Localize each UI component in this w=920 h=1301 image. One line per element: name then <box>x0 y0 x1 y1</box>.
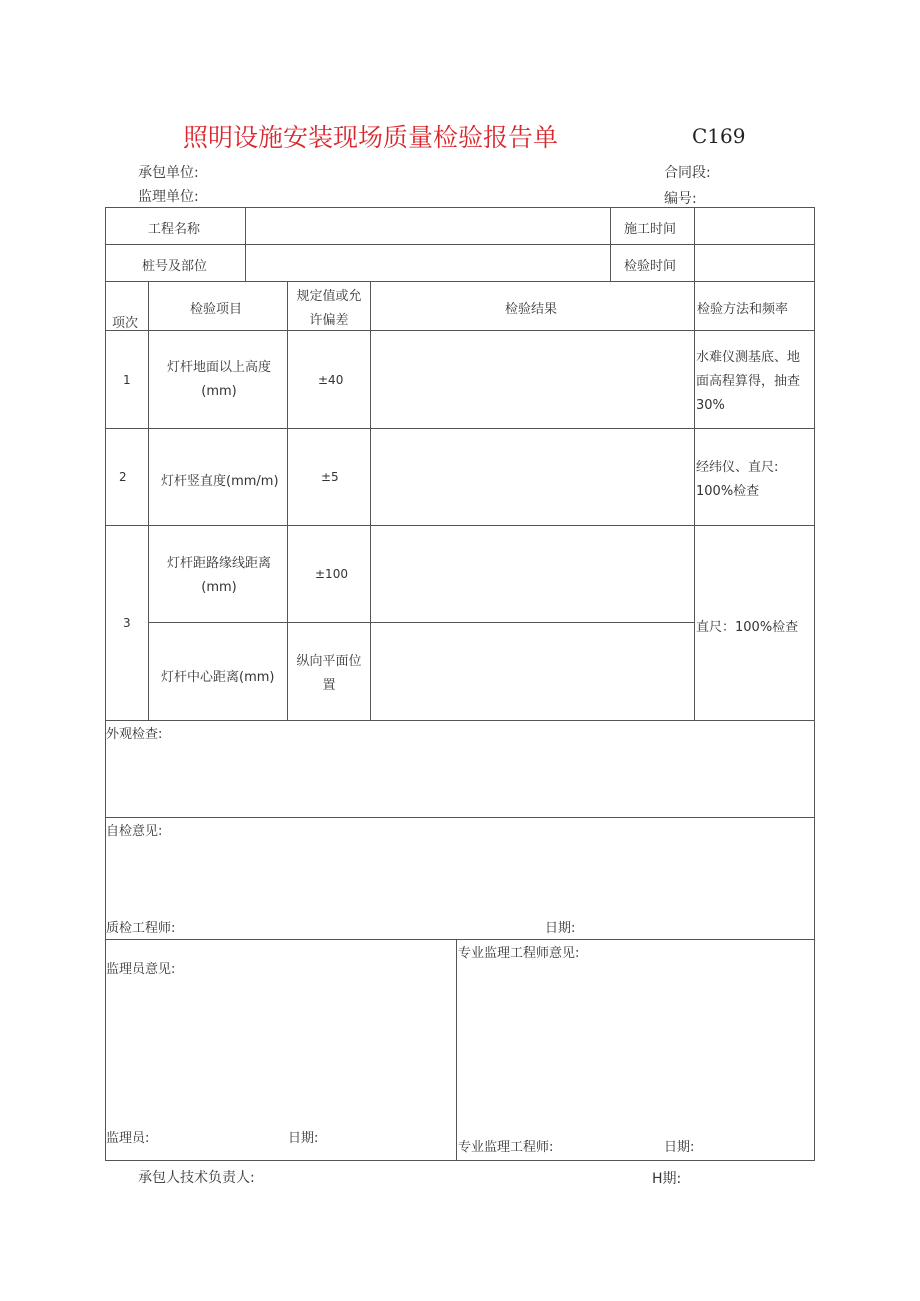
row2-method: 经纬仪、直尺: 100%检查 <box>696 460 779 499</box>
qc-date-label: 日期: <box>545 921 576 936</box>
row3-item: 灯杆距路缘线距离(mm) <box>166 556 271 595</box>
row2-tolerance: ±5 <box>321 470 339 484</box>
supervisor-date-label: 日期: <box>288 1131 319 1146</box>
col-item: 检验项目 <box>190 302 243 317</box>
inspection-time-field[interactable] <box>695 245 813 280</box>
station-part-field[interactable] <box>246 245 609 280</box>
specialist-opinion-label: 专业监理工程师意见: <box>458 946 580 961</box>
project-name-label: 工程名称 <box>148 222 201 237</box>
row4-result-field[interactable] <box>371 623 693 719</box>
page-title: 照明设施安装现场质量检验报告单 <box>183 123 559 152</box>
row2-result-field[interactable] <box>371 429 693 524</box>
project-name-field[interactable] <box>246 208 609 243</box>
form-code: C169 <box>692 124 746 148</box>
row1-tolerance: ±40 <box>318 373 344 387</box>
qc-engineer-label: 质检工程师: <box>106 921 176 936</box>
self-check-label: 自检意见: <box>106 824 163 839</box>
contractor-label: 承包单位: <box>138 165 199 181</box>
construction-time-label: 施工时间 <box>624 222 677 237</box>
row3-method: 直尺：100%检查 <box>696 620 799 635</box>
inspection-time-label: 检验时间 <box>624 259 677 274</box>
row3-no: 3 <box>123 616 131 630</box>
table-rule <box>287 281 288 720</box>
supervisor-opinion-field[interactable] <box>106 980 455 1120</box>
table-border <box>105 1160 815 1161</box>
construction-time-field[interactable] <box>695 208 813 243</box>
table-border <box>814 207 815 1160</box>
row4-item: 灯杆中心距离(mm) <box>161 670 275 685</box>
station-part-label: 桩号及部位 <box>142 259 208 274</box>
row1-method: 水难仪测基底、地面高程算得，抽查30% <box>696 350 801 413</box>
col-method: 检验方法和频率 <box>697 302 789 317</box>
self-check-field[interactable] <box>106 840 813 912</box>
table-rule <box>610 207 611 281</box>
table-rule <box>456 939 457 1160</box>
col-item-no: 项次 <box>112 316 139 331</box>
specialist-date-label: 日期: <box>664 1140 695 1155</box>
col-result: 检验结果 <box>505 302 558 317</box>
appearance-field[interactable] <box>106 742 813 816</box>
table-rule <box>105 720 815 721</box>
table-rule <box>105 281 815 282</box>
col-tolerance: 规定值或允许偏差 <box>296 289 362 328</box>
specialist-sign-label: 专业监理工程师: <box>458 1140 554 1155</box>
table-rule <box>105 817 815 818</box>
row2-item: 灯杆竖直度(mm/m) <box>161 474 279 489</box>
row2-no: 2 <box>119 470 127 484</box>
supervisor-unit-label: 监理单位: <box>138 189 199 205</box>
row1-item: 灯杆地面以上高度(mm) <box>166 360 271 399</box>
table-rule <box>694 281 695 720</box>
row3-tolerance: ±100 <box>315 567 348 581</box>
row3-result-field[interactable] <box>371 526 693 621</box>
contract-section-label: 合同段: <box>664 165 711 181</box>
footer-date-label: H期: <box>652 1171 682 1187</box>
table-rule <box>105 939 815 940</box>
row1-result-field[interactable] <box>371 331 693 427</box>
appearance-label: 外观检查: <box>106 727 163 742</box>
tech-lead-label: 承包人技术负责人: <box>138 1170 255 1186</box>
serial-no-label: 编号: <box>664 191 697 207</box>
supervisor-opinion-label: 监理员意见: <box>106 962 176 977</box>
row4-tolerance: 纵向平面位置 <box>296 654 362 693</box>
row1-no: 1 <box>123 373 131 387</box>
table-rule <box>148 281 149 720</box>
supervisor-sign-label: 监理员: <box>106 1131 150 1146</box>
specialist-opinion-field[interactable] <box>458 962 813 1120</box>
